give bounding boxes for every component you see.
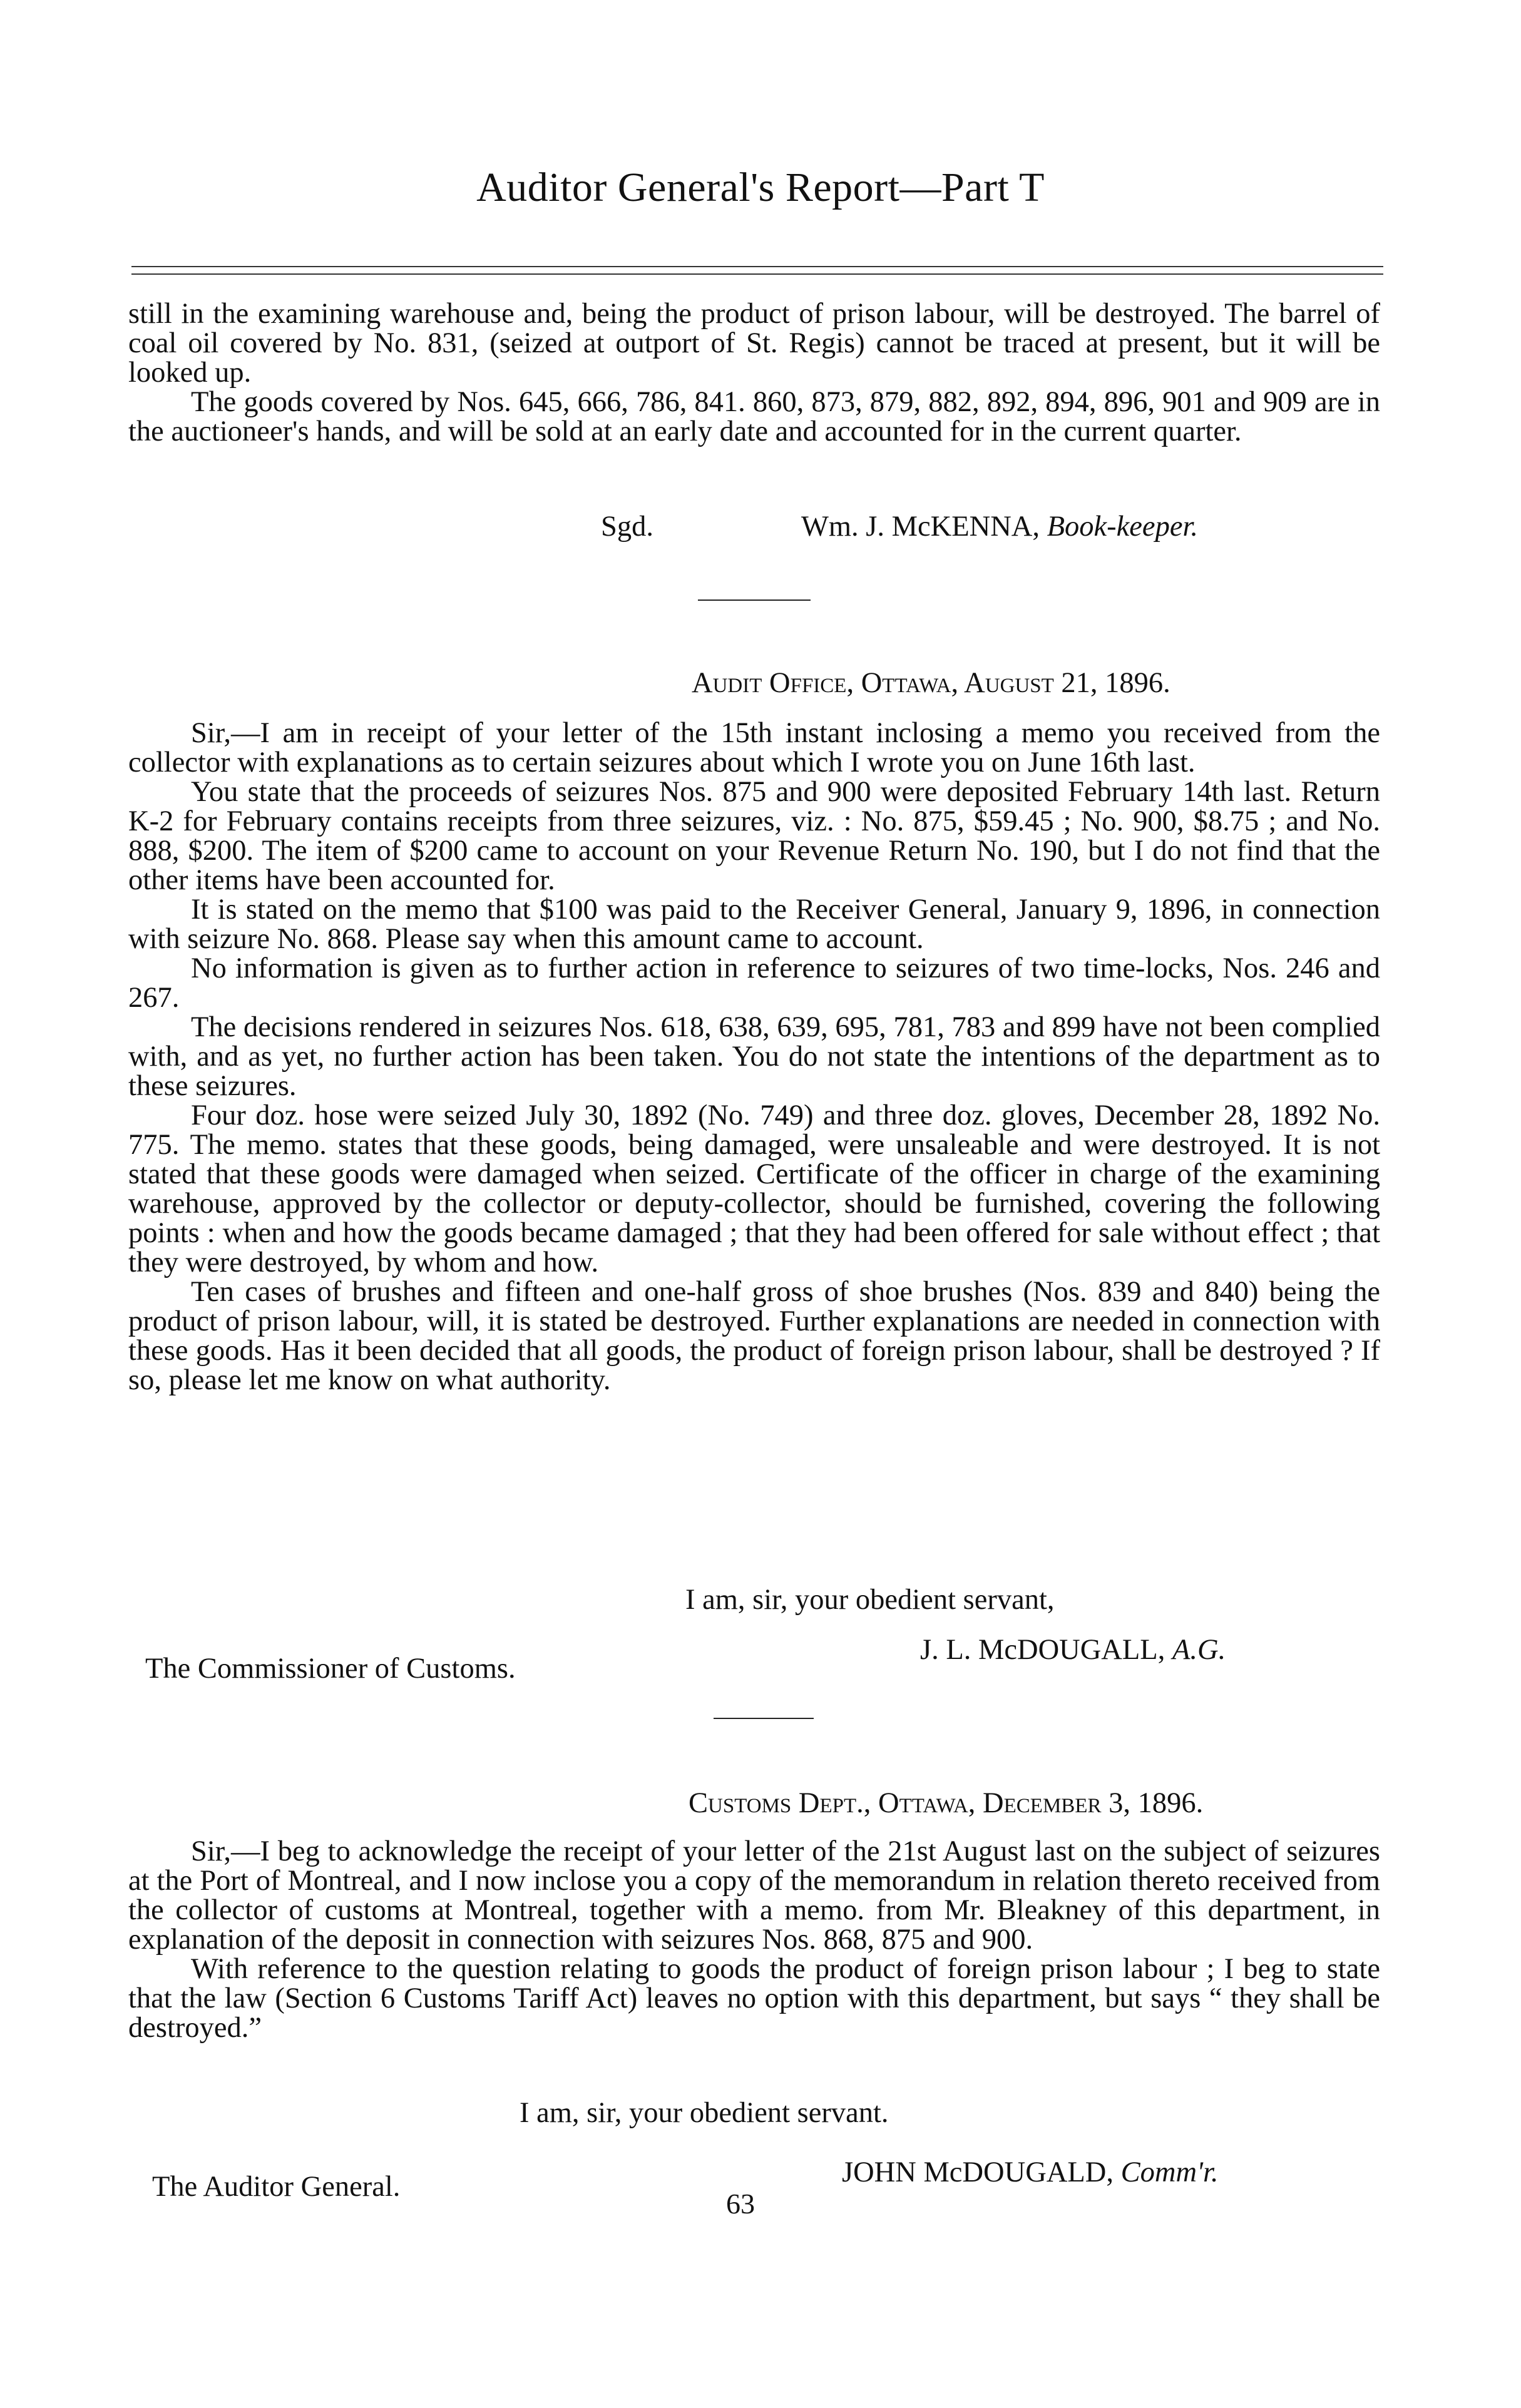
section1-text [128,299,1380,446]
signature-name: J. L. McDOUGALL, [920,1634,1165,1666]
signature-title: Book-keeper. [1047,511,1199,543]
bookkeeper-signature [801,510,1198,543]
sgd-label: Sgd. [601,511,653,543]
section-separator [698,599,811,601]
section-separator [714,1718,814,1719]
paragraph: The decisions rendered in seizures Nos. 618, 638, 639, 695, 781, 783 and 899 have not been complied with, and as yet, no further action has been taken. You do not state the intentions of the department as to these seizures. [128,1011,1380,1102]
letter2-addressee: The Auditor General. [152,2171,401,2203]
letter1-closing: I am, sir, your obedient servant, [685,1584,1055,1616]
paragraph: The goods covered by Nos. 645, 666, 786, 841. 860, 873, 879, 882, 892, 894, 896, 901 and 909 are in the auctioneer's hands, and will be sold at an early date and accounted for in the current quarter. [128,386,1380,447]
paragraph: With reference to the question relating to goods the product of foreign prison labour ; I beg to state that the law (Section 6 Customs Tariff Act) leaves no option with this department, but says “ they shall be destroyed.” [128,1953,1380,2044]
signature-name: JOHN McDOUGALD, [842,2156,1114,2188]
signature-title: A.G. [1172,1634,1226,1666]
letter2-closing: I am, sir, your obedient servant. [520,2097,889,2129]
letter2-body [128,1837,1380,2043]
signature-name: Wm. J. McKENNA, [801,511,1040,543]
paragraph: Ten cases of brushes and fifteen and one-half gross of shoe brushes (Nos. 839 and 840) being the product of prison labour, will, it is stated be destroyed. Further explanations are needed in connection with these goods. Has it been decided that all goods, the product of foreign prison labour, shall be destroyed ? If so, please let me know on what authority. [128,1276,1380,1396]
paragraph: still in the examining warehouse and, being the product of prison labour, will be destroyed. The barrel of coal oil covered by No. 831, (seized at outport of St. Regis) cannot be traced at present, but it will be looked up. [128,298,1380,389]
paragraph: Four doz. hose were seized July 30, 1892 (No. 749) and three doz. gloves, December 28, 1892 No. 775. The memo. states that these goods, being damaged, were unsaleable and were destroyed. It is not stated that these goods were damaged when seized. Certificate of the officer in charge of the examining warehouse, approved by the collector or deputy-collector, should be furnished, covering the following points : when and how the goods became damaged ; that they had been offered for sale without effect ; that they were destroyed, by whom and how. [128,1099,1380,1278]
paragraph: Sir,—I beg to acknowledge the receipt of your letter of the 21st August last on the subject of seizures at the Port of Montreal, and I now inclose you a copy of the memorandum in relation thereto received from the collector of customs at Montreal, together with a memo. from Mr. Bleakney of this department, in explanation of the deposit in connection with seizures Nos. 868, 875 and 900. [128,1835,1380,1956]
header-rule [131,266,1383,275]
page-header-title: Auditor General's Report—Part T [476,165,1045,210]
letter1-addressee: The Commissioner of Customs. [145,1653,516,1685]
letter1-body [128,718,1380,1395]
signature-title: Comm'r. [1120,2156,1219,2188]
paragraph: It is stated on the memo that $100 was paid to the Receiver General, January 9, 1896, in connection with seizure No. 868. Please say when this amount came to account. [128,894,1380,955]
paragraph: You state that the proceeds of seizures Nos. 875 and 900 were deposited February 14th last. Return K-2 for February contains receipts from three seizures, viz. : No. 875, $59.45 ; No. 900, $8.75 ; and No. 888, $200. The item of $200 came to account on your Revenue Return No. 190, but I do not find that the other items have been accounted for. [128,776,1380,896]
paragraph: No information is given as to further action in reference to seizures of two time-locks, Nos. 246 and 267. [128,952,1380,1014]
letter1-signature [920,1633,1226,1666]
letter2-signature [842,2156,1219,2189]
page-number: 63 [726,2188,755,2220]
letter2-dateline: Customs Dept., Ottawa, December 3, 1896. [689,1787,1204,1819]
paragraph: Sir,—I am in receipt of your letter of the 15th instant inclosing a memo you received from the collector with explanations as to certain seizures about which I wrote you on June 16th last. [128,717,1380,778]
letter1-dateline: Audit Office, Ottawa, August 21, 1896. [692,667,1170,699]
